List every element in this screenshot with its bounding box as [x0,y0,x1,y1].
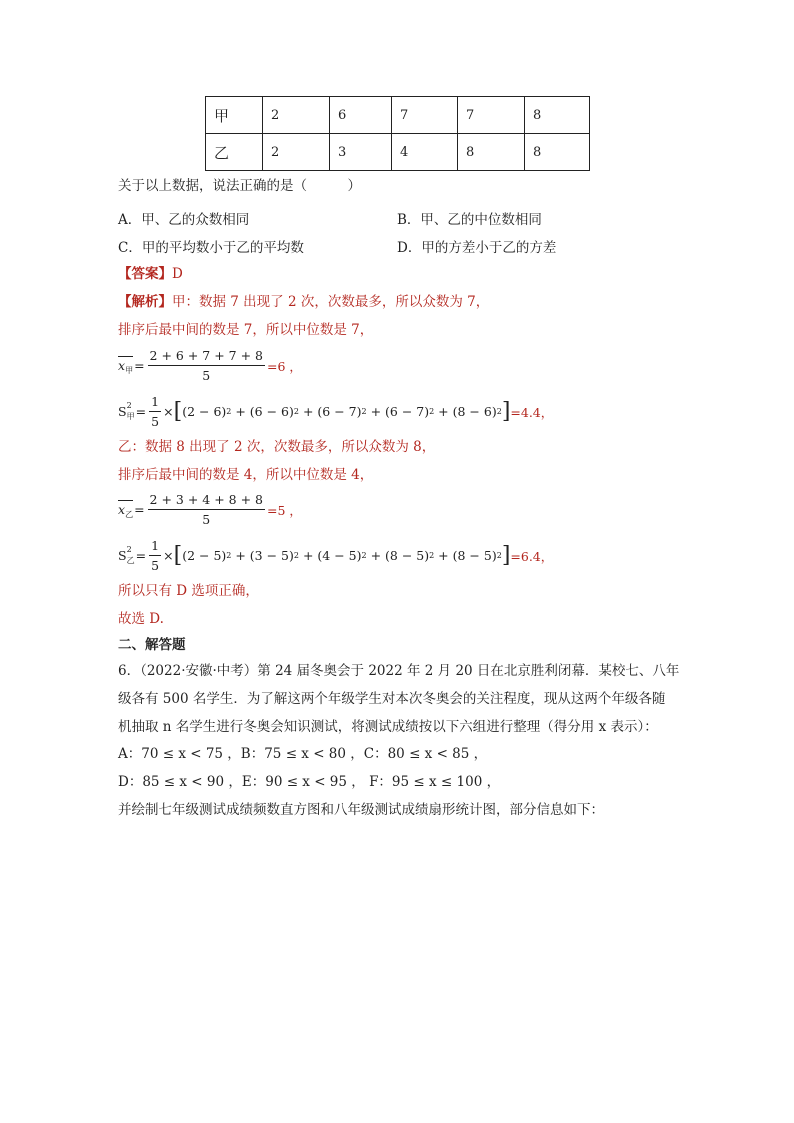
mean-symbol: $x_甲$ [118,357,134,375]
section-title: 二、解答题 [118,637,186,653]
table-cell: 6 [330,97,392,134]
table-cell: 2 [263,134,330,171]
coef-fraction: $\frac{1}{5}$ [151,394,160,429]
option-a: A．甲、乙的众数相同 [118,212,250,228]
analysis-jia-mode [118,292,489,312]
table-cell: 8 [458,134,525,171]
answer-line [118,264,183,284]
variance-symbol: $S^2_甲$ [118,401,135,421]
variance-result: =6.4， [510,548,554,564]
problem6-line2: 级各有 500 名学生．为了解这两个年级学生对本次冬奥会的关注程度，现从这两个年级各随 [118,691,666,707]
answer-label: 【答案】 [118,266,172,282]
analysis-label: 【解析】 [118,294,172,310]
data-table [205,96,590,171]
question-text: 关于以上数据，说法正确的是（ ） [118,178,361,194]
table-cell: 4 [392,134,458,171]
coef-fraction: $\frac{1}{5}$ [151,538,160,573]
mean-symbol: $x_乙$ [118,501,134,519]
analysis-yi-mode: 乙：数据 8 出现了 2 次，次数最多，所以众数为 8， [118,439,436,455]
variance-symbol: $S^2_乙$ [118,545,135,565]
problem6-line6: 并绘制七年级测试成绩频数直方图和八年级测试成绩扇形统计图，部分信息如下： [118,802,604,818]
analysis-text: 甲：数据 7 出现了 2 次，次数最多，所以众数为 7， [172,294,490,310]
option-b: B．甲、乙的中位数相同 [397,212,542,228]
table-row [206,97,590,134]
problem6-line4: A：70 ≤ x < 75 ，B：75 ≤ x < 80 ，C：80 ≤ x < 85 ， [118,746,488,762]
mean-fraction: $\frac{2 + 6 + 7 + 7 + 8}{5}$ [149,348,263,383]
yi-variance-formula: $S^2_乙$ = $\frac{1}{5}$ × [ (2 − 5) 2 + (3 − 5) 2 + (4 − 5) 2 + (8 − 5) 2 + (8 − 5) 2 ] =6.4， [118,538,554,573]
variance-result: =4.4， [510,404,554,420]
row-label: 甲 [206,97,263,134]
table-cell: 7 [392,97,458,134]
option-d: D．甲的方差小于乙的方差 [397,240,557,256]
analysis-choose: 故选 D. [118,611,164,627]
problem6-line1: 6．（2022·安徽·中考）第 24 届冬奥会于 2022 年 2 月 20 日在北京胜利闭幕．某校七、八年 [118,663,680,679]
table-cell: 2 [263,97,330,134]
table-cell: 8 [525,97,590,134]
row-label: 乙 [206,134,263,171]
table-row [206,134,590,171]
answer-value: D [172,266,183,282]
table-cell: 7 [458,97,525,134]
option-c: C．甲的平均数小于乙的平均数 [118,240,304,256]
problem6-line3: 机抽取 n 名学生进行冬奥会知识测试，将测试成绩按以下六组进行整理（得分用 x 表示）： [118,719,658,735]
problem6-line5: D：85 ≤ x < 90 ，E：90 ≤ x < 95 ， F：95 ≤ x ≤ 100 ， [118,774,501,790]
analysis-yi-median: 排序后最中间的数是 4，所以中位数是 4， [118,467,374,483]
analysis-jia-median: 排序后最中间的数是 7，所以中位数是 7， [118,322,374,338]
jia-variance-formula: $S^2_甲$ = $\frac{1}{5}$ × [ (2 − 6) 2 + (6 − 6) 2 + (6 − 7) 2 + (6 − 7) 2 + (8 − 6) 2 ] =4.4， [118,394,554,429]
mean-fraction: $\frac{2 + 3 + 4 + 8 + 8}{5}$ [149,492,263,527]
jia-mean-formula: $x_甲$ = $\frac{2 + 6 + 7 + 7 + 8}{5}$ =6 ， [118,348,302,383]
yi-mean-formula: $x_乙$ = $\frac{2 + 3 + 4 + 8 + 8}{5}$ =5 ， [118,492,302,527]
mean-result: =5 ， [267,502,302,518]
mean-result: =6 ， [267,358,302,374]
table-cell: 3 [330,134,392,171]
table-cell: 8 [525,134,590,171]
analysis-conclusion: 所以只有 D 选项正确， [118,583,259,599]
